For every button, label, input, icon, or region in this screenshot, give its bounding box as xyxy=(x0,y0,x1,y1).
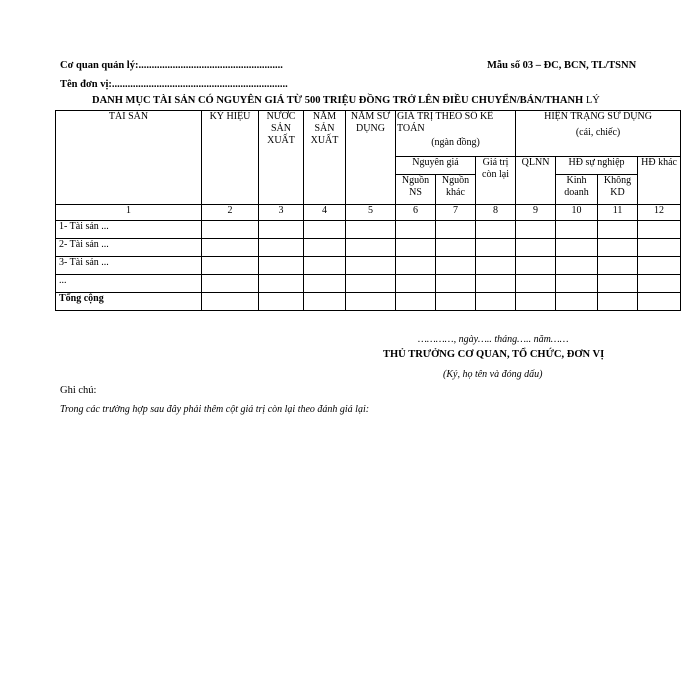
book-value-title: GIÁ TRỊ THEO SỔ KẾ TOÁN xyxy=(397,111,494,134)
col-number: 3 xyxy=(259,205,304,221)
col-number: 11 xyxy=(598,205,638,221)
header-kinh-doanh: Kinh doanh xyxy=(556,175,598,205)
col-number: 4 xyxy=(304,205,346,221)
header-hd-khac: HĐ khác xyxy=(638,157,681,205)
header-source-other: Nguồn khác xyxy=(436,175,476,205)
managing-agency-label: Cơ quan quản lý:....................................................... xyxy=(60,60,283,71)
status-unit: (cái, chiếc) xyxy=(575,127,621,138)
signature-note: (Ký, họ tên và đóng dấu) xyxy=(443,369,543,380)
col-number: 10 xyxy=(556,205,598,221)
col-number: 9 xyxy=(516,205,556,221)
col-number: 6 xyxy=(396,205,436,221)
header-qlnn: QLNN xyxy=(516,157,556,205)
notes-text: Trong các trường hợp sau đây phải thêm cột giá trị còn lại theo đánh giá lại: xyxy=(60,404,370,415)
row-label: 2- Tài sản ... xyxy=(56,239,202,257)
col-number: 12 xyxy=(638,205,681,221)
form-code: Mẫu số 03 – ĐC, BCN, TL/TSNN xyxy=(487,60,637,71)
header-book-value xyxy=(396,111,516,157)
header-original-price: Nguyên giá xyxy=(396,157,476,175)
column-number-row xyxy=(56,205,681,221)
title-main: DANH MỤC TÀI SẢN CÓ NGUYÊN GIÁ TỪ 500 TRIỆU ĐỒNG TRỞ LÊN ĐIỀU CHUYỂN/BÁN/THANH xyxy=(92,95,584,106)
row-label: 3- Tài sản ... xyxy=(56,257,202,275)
header-asset: TÀI SẢN xyxy=(56,111,202,205)
title-tail: LÝ xyxy=(585,95,600,106)
total-label: Tổng cộng xyxy=(56,293,202,311)
notes-label: Ghi chú: xyxy=(60,385,97,396)
header-hd-su-nghiep: HĐ sự nghiệp xyxy=(556,157,638,175)
header-year-used: NĂM SỬ DỤNG xyxy=(346,111,396,205)
col-number: 7 xyxy=(436,205,476,221)
table-row xyxy=(56,239,681,257)
col-number: 2 xyxy=(202,205,259,221)
header-symbol: KÝ HIỆU xyxy=(202,111,259,205)
col-number: 8 xyxy=(476,205,516,221)
col-number: 5 xyxy=(346,205,396,221)
document-title xyxy=(92,95,600,106)
header-status xyxy=(516,111,681,157)
table-row xyxy=(56,275,681,293)
header-khong-kd: Không KD xyxy=(598,175,638,205)
table-row xyxy=(56,257,681,275)
row-label: ... xyxy=(56,275,202,293)
status-title: HIỆN TRẠNG SỬ DỤNG xyxy=(544,111,652,122)
asset-table xyxy=(55,110,681,311)
table-row xyxy=(56,221,681,239)
signature-date-line: …………, ngày….. tháng….. năm…… xyxy=(418,334,569,345)
header-source-ns: Nguồn NS xyxy=(396,175,436,205)
header-remaining-value: Giá trị còn lại xyxy=(476,157,516,205)
col-number: 1 xyxy=(56,205,202,221)
total-row xyxy=(56,293,681,311)
row-label: 1- Tài sản ... xyxy=(56,221,202,239)
signature-title: THỦ TRƯỞNG CƠ QUAN, TỔ CHỨC, ĐƠN VỊ xyxy=(383,349,605,360)
header-year-made: NĂM SẢN XUẤT xyxy=(304,111,346,205)
header-country: NƯỚC SẢN XUẤT xyxy=(259,111,304,205)
unit-name-label: Tên đơn vị:................................................................... xyxy=(60,79,288,90)
book-value-unit: (ngàn đồng) xyxy=(431,137,480,148)
